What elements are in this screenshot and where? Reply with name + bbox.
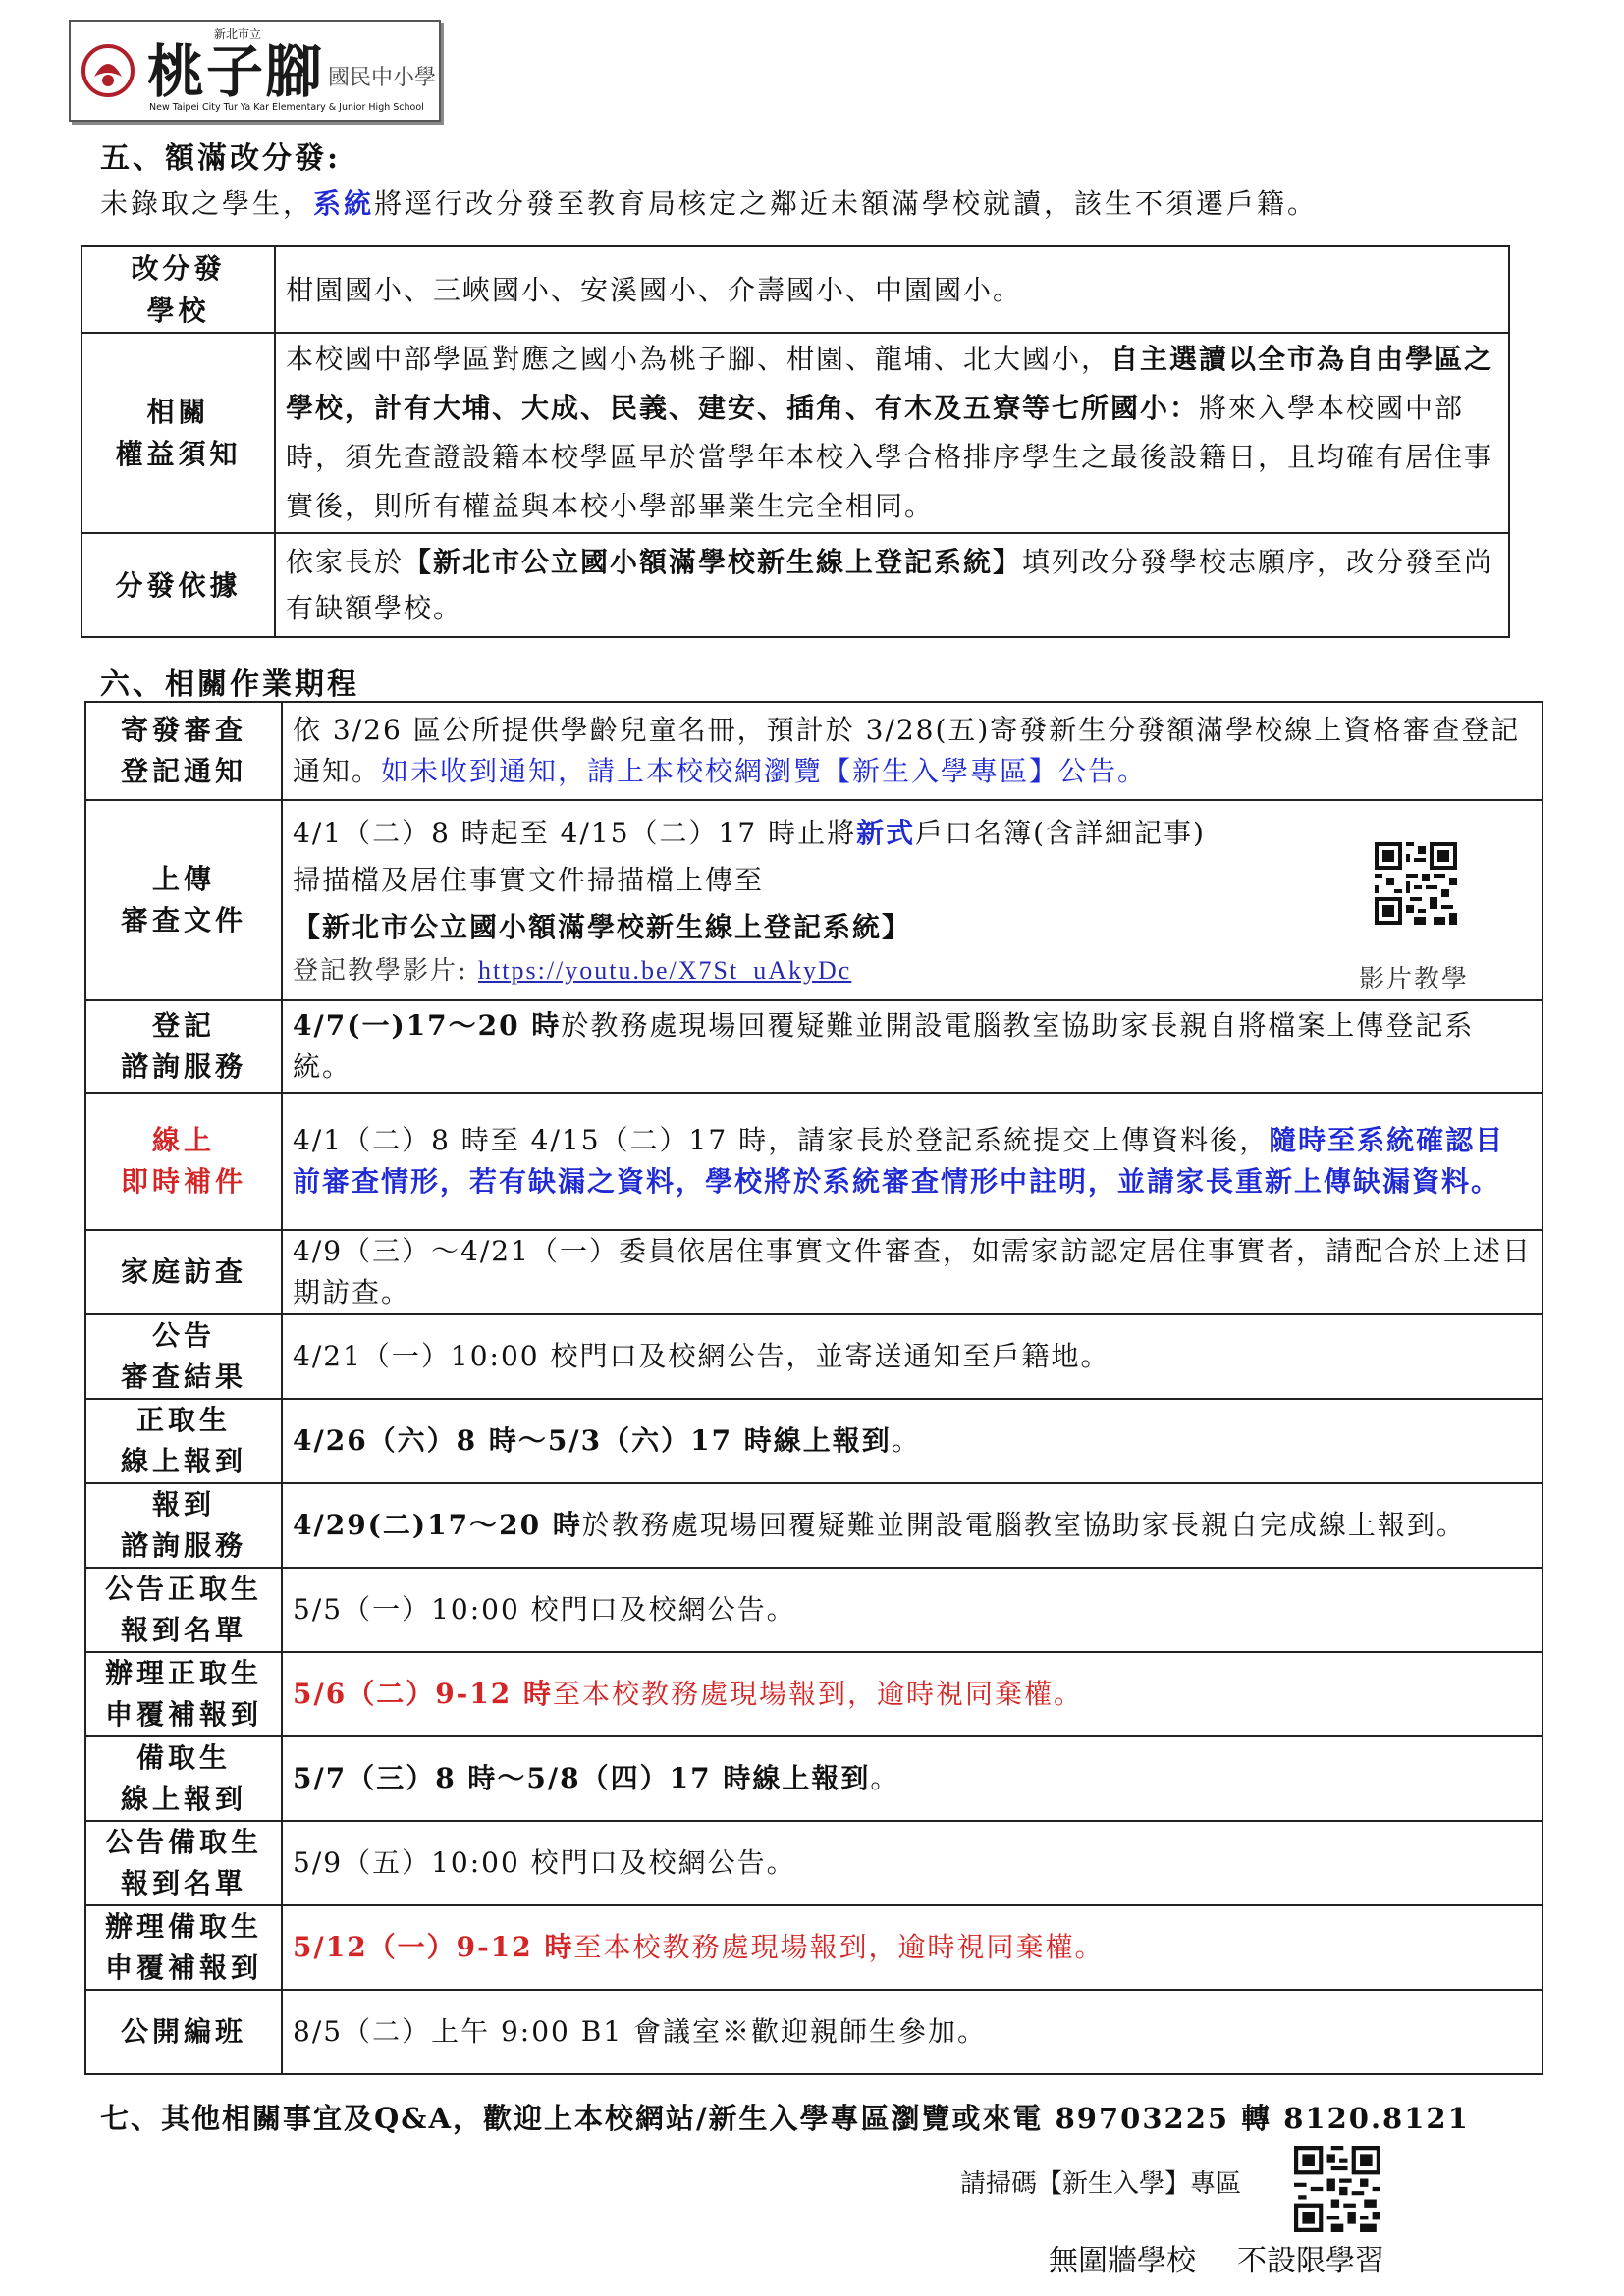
qr-caption: 影片教學: [1358, 965, 1469, 994]
logo-school: 國民中小學: [328, 66, 437, 90]
slogan-part1: 無圍牆學校: [1049, 2244, 1196, 2278]
row-label: 公告正取生 報到名單: [85, 1568, 282, 1652]
row-label: 寄發審查 登記通知: [85, 702, 282, 800]
row-content: 4/9（三）～4/21（一）委員依居住事實文件審查，如需家訪認定居住事實者，請配合於上述日期訪查。: [282, 1230, 1543, 1314]
row-label: 線上 即時補件: [85, 1093, 282, 1230]
row-label: 公告 審查結果: [85, 1314, 282, 1399]
row-content: 依 3/26 區公所提供學齡兒童名冊，預計於 3/28(五)寄發新生分發額滿學校線上資格審查登記通知。如未收到通知，請上本校校網瀏覽【新生入學專區】公告。: [282, 702, 1543, 800]
row-label: 相關 權益須知: [81, 333, 275, 533]
row-label: 登記 諮詢服務: [85, 1000, 282, 1093]
row-content: 8/5（二）上午 9:00 B1 會議室※歡迎親師生參加。: [282, 1990, 1543, 2074]
video-label: 登記教學影片:: [293, 956, 479, 986]
upload-line1: 4/1（二）8 時起至 4/15（二）17 時止將新式戶口名簿(含詳細記事): [293, 817, 1206, 849]
row-content: 4/29(二)17～20 時於教務處現場回覆疑難並開設電腦教室協助家長親自完成線上報到。: [282, 1483, 1543, 1568]
row-content: 本校國中部學區對應之國小為桃子腳、柑園、龍埔、北大國小，自主選讀以全市為自由學區之學校，計有大埔、大成、民義、建安、插角、有木及五寮等七所國小：將來入學本校國中部時，須先查證設籍本校學區早於當學年本校入學合格排序學生之最後設籍日，且均確有居住事實後，則所有權益與本校小學部畢業生完全相同。: [275, 333, 1509, 533]
reassignment-table: [81, 245, 1510, 638]
table-row: [85, 1652, 1543, 1736]
video-line: [293, 951, 1532, 990]
sec5-intro-post: 將逕行改分發至教育局核定之鄰近未額滿學校就讀，該生不須遷戶籍。: [374, 187, 1319, 220]
sec6-heading: 六、相關作業期程: [100, 667, 359, 702]
table-row: [85, 1230, 1543, 1314]
row-content: 5/9（五）10:00 校門口及校網公告。: [282, 1821, 1543, 1905]
row-content: 4/7(一)17～20 時於教務處現場回覆疑難並開設電腦教室協助家長親自將檔案上傳登記系統。: [282, 1000, 1543, 1093]
slogan: [1049, 2236, 1384, 2279]
table-row: [85, 702, 1543, 800]
row-content: 依家長於【新北市公立國小額滿學校新生線上登記系統】填列改分發學校志願序，改分發至尚有缺額學校。: [275, 533, 1509, 637]
row-content: 5/5（一）10:00 校門口及校網公告。: [282, 1568, 1543, 1652]
sec5-intro: [100, 183, 1318, 222]
row-label: 辦理正取生 申覆補報到: [85, 1652, 282, 1736]
row-label: 辦理備取生 申覆補報到: [85, 1905, 282, 1990]
row-content: [282, 800, 1543, 1000]
upload-line3: 【新北市公立國小額滿學校新生線上登記系統】: [293, 911, 912, 943]
row-label: 公開編班: [85, 1990, 282, 2074]
table-row: [81, 246, 1509, 333]
row-label: 備取生 線上報到: [85, 1736, 282, 1821]
logo-english: New Taipei City Tur Ya Kar Elementary & Junior High School: [149, 102, 424, 113]
table-row: [85, 1399, 1543, 1483]
row-content: 4/26（六）8 時～5/3（六）17 時線上報到。: [282, 1399, 1543, 1483]
row-content: 5/6（二）9-12 時至本校教務處現場報到，逾時視同棄權。: [282, 1652, 1543, 1736]
slogan-part2: 不設限學習: [1237, 2244, 1384, 2278]
table-row: [81, 533, 1509, 637]
video-link[interactable]: https://youtu.be/X7St_uAkyDc: [478, 956, 852, 985]
table-row: [81, 333, 1509, 533]
row-content: 5/7（三）8 時～5/8（四）17 時線上報到。: [282, 1736, 1543, 1821]
schedule-table: [84, 701, 1543, 2075]
enrollment-qr-code-icon: [1294, 2146, 1380, 2232]
row-label: 家庭訪查: [85, 1230, 282, 1314]
row-label: 分發依據: [81, 533, 275, 637]
row-label: 上傳 審查文件: [85, 800, 282, 1000]
table-row: [85, 1990, 1543, 2074]
school-emblem-icon: [81, 43, 135, 98]
logo-mark: 桃子腳: [147, 38, 325, 105]
table-row: [85, 1000, 1543, 1093]
logo-city: 新北市立: [214, 27, 262, 41]
sec5-heading: 五、額滿改分發:: [100, 141, 342, 176]
row-label: 改分發 學校: [81, 246, 275, 333]
table-row: [85, 1314, 1543, 1399]
table-row: [85, 1093, 1543, 1230]
row-content: 4/1（二）8 時至 4/15（二）17 時，請家長於登記系統提交上傳資料後，隨時至系統確認目前審查情形，若有缺漏之資料，學校將於系統審查情形中註明，並請家長重新上傳缺漏資料。: [282, 1093, 1543, 1230]
sec5-intro-blue: 系統: [313, 187, 375, 220]
school-logo: [69, 20, 441, 122]
sec5-intro-pre: 未錄取之學生，: [100, 187, 314, 220]
table-row: [85, 1483, 1543, 1568]
table-row: [85, 1568, 1543, 1652]
row-label: 報到 諮詢服務: [85, 1483, 282, 1568]
scan-text: 請掃碼【新生入學】專區: [960, 2169, 1242, 2199]
table-row: [85, 800, 1543, 1000]
table-row: [85, 1905, 1543, 1990]
table-row: [85, 1736, 1543, 1821]
video-qr-code-icon: [1375, 842, 1457, 925]
row-content: 4/21（一）10:00 校門口及校網公告，並寄送通知至戶籍地。: [282, 1314, 1543, 1399]
upload-line2: 掃描檔及居住事實文件掃描檔上傳至: [293, 864, 765, 896]
row-label: 正取生 線上報到: [85, 1399, 282, 1483]
table-row: [85, 1821, 1543, 1905]
row-content: 柑園國小、三峽國小、安溪國小、介壽國小、中園國小。: [275, 246, 1509, 333]
row-label: 公告備取生 報到名單: [85, 1821, 282, 1905]
row-content: 5/12（一）9-12 時至本校教務處現場報到，逾時視同棄權。: [282, 1905, 1543, 1990]
sec7-heading: 七、其他相關事宜及Q&A，歡迎上本校網站/新生入學專區瀏覽或來電 89703225 轉 8120.8121: [100, 2102, 1470, 2135]
